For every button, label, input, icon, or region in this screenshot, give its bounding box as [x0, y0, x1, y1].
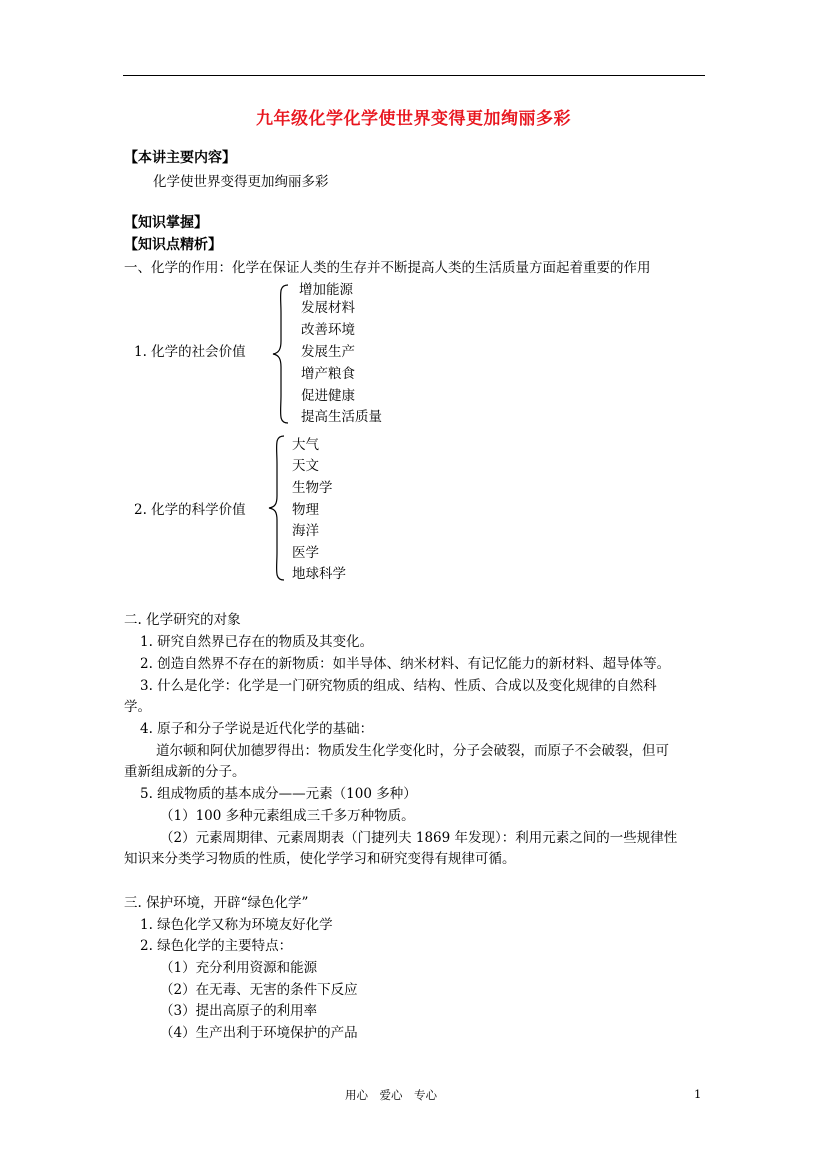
section2-line: 5. 组成物质的基本成分——元素（100 多种） — [140, 786, 417, 802]
science-value-item: 生物学 — [292, 480, 333, 496]
page-number: 1 — [694, 1087, 702, 1101]
social-value-label: 1. 化学的社会价值 — [134, 344, 246, 360]
section2-line: （1）100 多种元素组成三千多万种物质。 — [160, 808, 415, 824]
section2-line: （2）元素周期律、元素周期表（门捷列夫 1869 年发现）：利用元素之间的一些规律性 — [160, 830, 678, 846]
social-value-item: 发展材料 — [301, 300, 355, 316]
section3-line: （2）在无毒、无害的条件下反应 — [160, 982, 358, 998]
knowledge-heading: 【知识掌握】 — [124, 215, 208, 231]
document-title: 九年级化学化学使世界变得更加绚丽多彩 — [256, 109, 571, 129]
section2-heading: 二. 化学研究的对象 — [124, 612, 241, 628]
social-value-item: 促进健康 — [301, 388, 355, 404]
social-value-brace — [272, 283, 292, 425]
science-value-brace — [268, 434, 288, 582]
section3-heading: 三. 保护环境，开辟“绿色化学” — [124, 895, 309, 911]
section3-line: 2. 绿色化学的主要特点： — [140, 938, 293, 954]
section2-line: 3. 什么是化学：化学是一门研究物质的组成、结构、性质、合成以及变化规律的自然科 — [140, 678, 657, 694]
social-value-item: 提高生活质量 — [301, 409, 382, 425]
main-content-heading: 【本讲主要内容】 — [124, 150, 236, 166]
section2-line: 2. 创造自然界不存在的新物质：如半导体、纳米材料、有记忆能力的新材料、超导体等。 — [140, 656, 671, 672]
science-value-item: 地球科学 — [292, 566, 346, 582]
social-value-item: 改善环境 — [301, 322, 355, 338]
section2-line: 重新组成新的分子。 — [124, 764, 246, 780]
social-value-item: 增产粮食 — [301, 366, 355, 382]
section3-line: 1. 绿色化学又称为环境友好化学 — [140, 917, 333, 933]
section2-line: 学。 — [124, 699, 151, 715]
section2-line: 1. 研究自然界已存在的物质及其变化。 — [140, 634, 374, 650]
knowledge-points-heading: 【知识点精析】 — [124, 237, 222, 253]
social-value-item: 发展生产 — [301, 344, 355, 360]
section3-line: （1）充分利用资源和能源 — [160, 960, 318, 976]
science-value-item: 医学 — [292, 545, 319, 561]
main-content-text: 化学使世界变得更加绚丽多彩 — [153, 174, 329, 190]
section2-line: 4. 原子和分子学说是近代化学的基础： — [140, 721, 374, 737]
section3-line: （4）生产出利于环境保护的产品 — [160, 1025, 358, 1041]
science-value-item: 海洋 — [292, 523, 319, 539]
section3-line: （3）提出高原子的利用率 — [160, 1003, 318, 1019]
science-value-item: 天文 — [292, 458, 319, 474]
science-value-label: 2. 化学的科学价值 — [134, 502, 246, 518]
science-value-item: 大气 — [292, 437, 319, 453]
section2-line: 道尔顿和阿伏加德罗得出：物质发生化学变化时，分子会破裂，而原子不会破裂，但可 — [156, 743, 669, 759]
social-value-item: 增加能源 — [299, 282, 353, 298]
section1-heading: 一、化学的作用：化学在保证人类的生存并不断提高人类的生活质量方面起着重要的作用 — [124, 260, 651, 276]
header-rule — [123, 75, 705, 76]
science-value-item: 物理 — [292, 502, 319, 518]
section2-line: 知识来分类学习物质的性质，使化学学习和研究变得有规律可循。 — [124, 851, 516, 867]
footer-motto: 用心 爱心 专心 — [345, 1088, 437, 1102]
